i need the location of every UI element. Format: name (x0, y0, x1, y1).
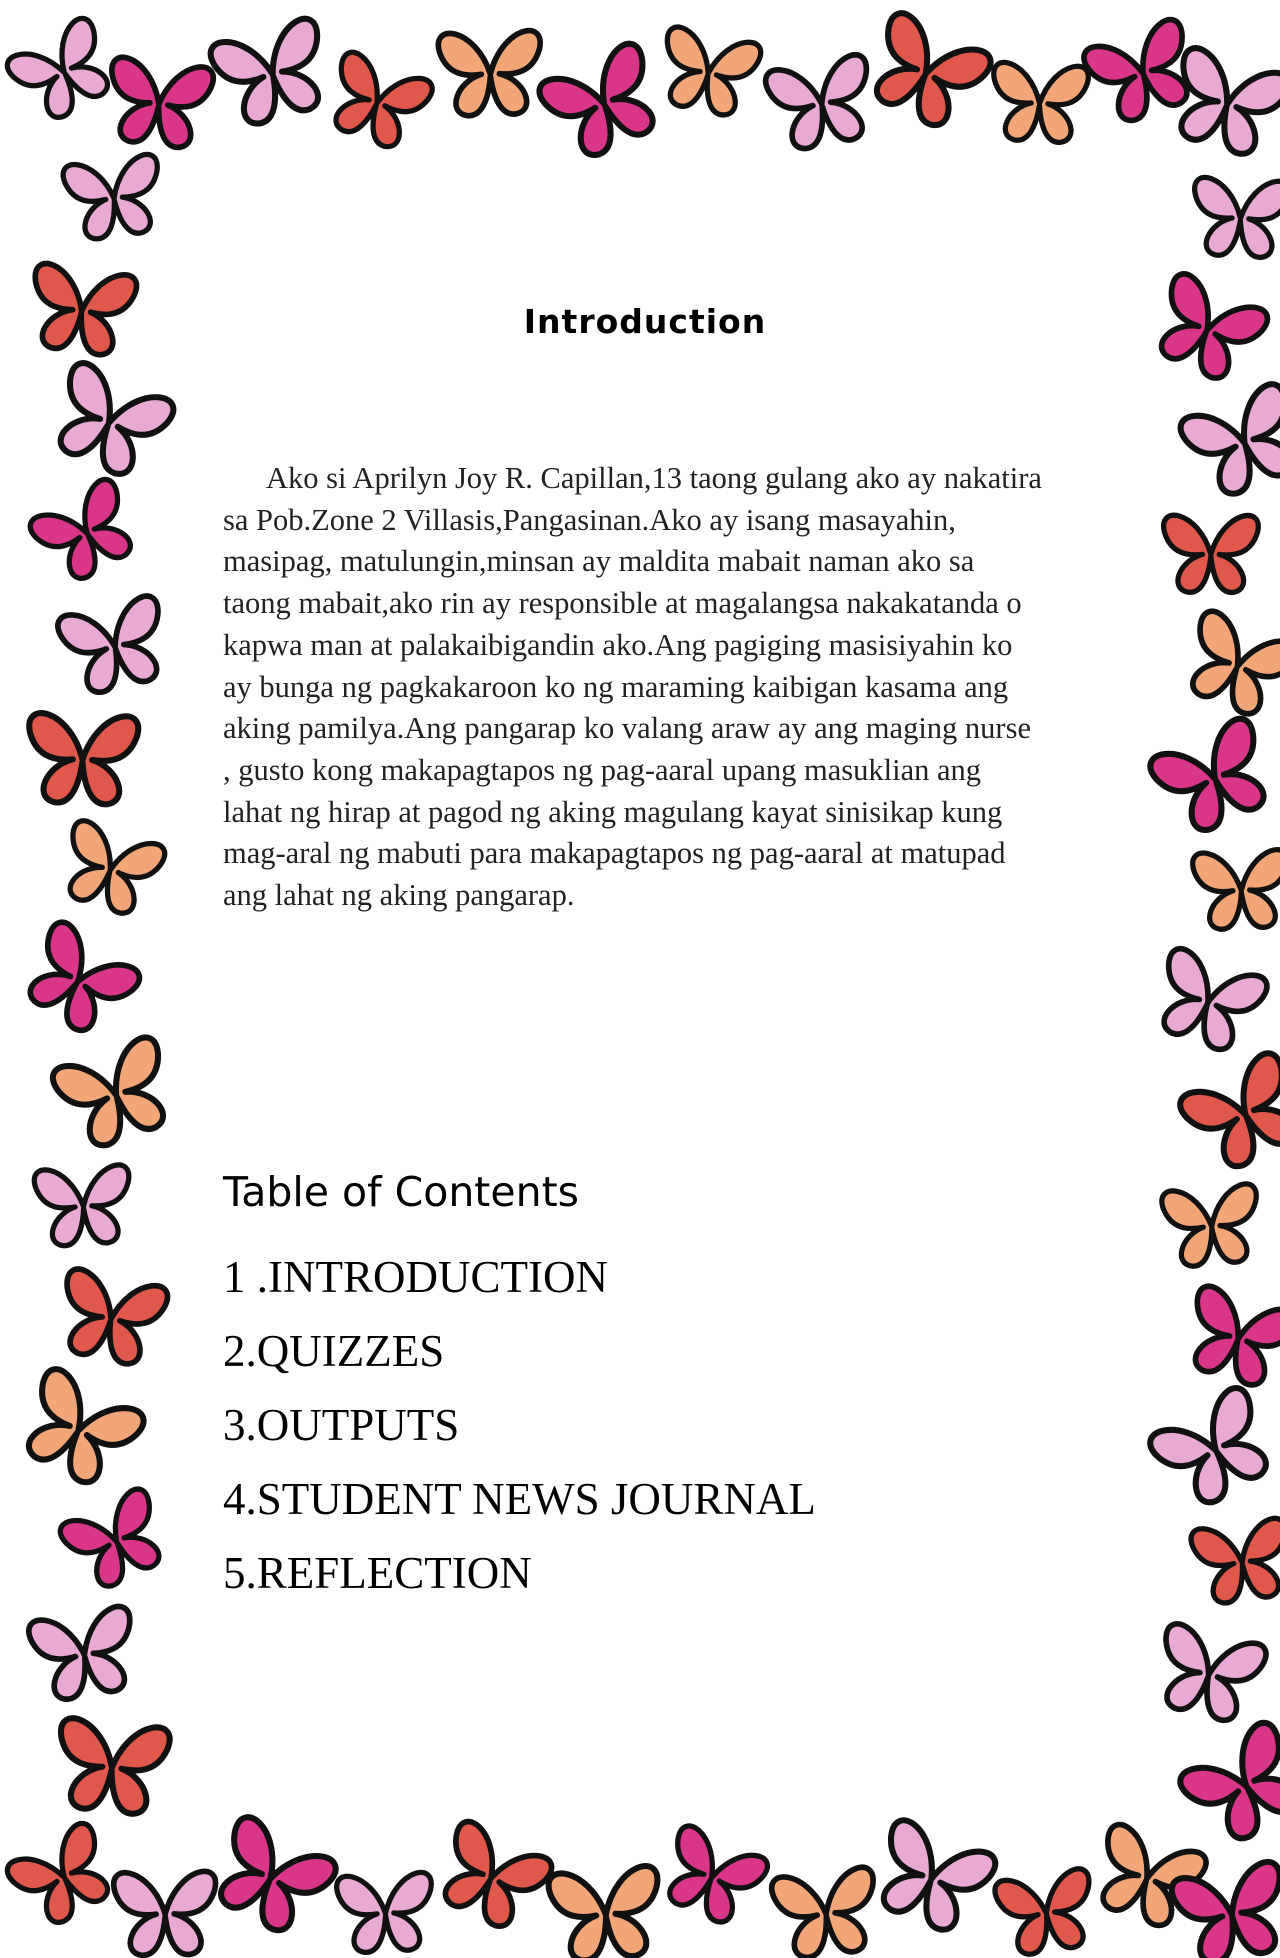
toc-item-outputs: 3.OUTPUTS (223, 1400, 460, 1450)
toc-list (223, 1240, 816, 1610)
toc-item-reflection: 5.REFLECTION (223, 1548, 532, 1598)
toc-item-student-news-journal: 4.STUDENT NEWS JOURNAL (223, 1474, 816, 1524)
introduction-paragraph: Ako si Aprilyn Joy R. Capillan,13 taong gulang ako ay nakatira sa Pob.Zone 2 Villasis,Pangasinan.Ako ay isang masayahin, masipag, matulungin,minsan ay maldita mabait naman ako sa taong mabait,ako rin ay responsible at magalangsa nakakatanda o kapwa man at palakaibigandin ako.Ang pagiging masisiyahin ko ay bunga ng pagkakaroon ko ng maraming kaibigan kasama ang aking pamilya.Ang pangarap ko valang araw ay ang maging nurse , gusto kong makapagtapos ng pag-aaral upang masuklian ang lahat ng hirap at pagod ng aking magulang kayat sinisikap kung mag-aral ng mabuti para makapagtapos ng pag-aaral at matupad ang lahat ng aking pangarap. (223, 461, 1042, 913)
toc-item-quizzes: 2.QUIZZES (223, 1326, 445, 1376)
toc-item-introduction: 1 .INTRODUCTION (223, 1252, 608, 1302)
page-title: Introduction (523, 302, 767, 341)
toc-title: Table of Contents (223, 1168, 580, 1216)
